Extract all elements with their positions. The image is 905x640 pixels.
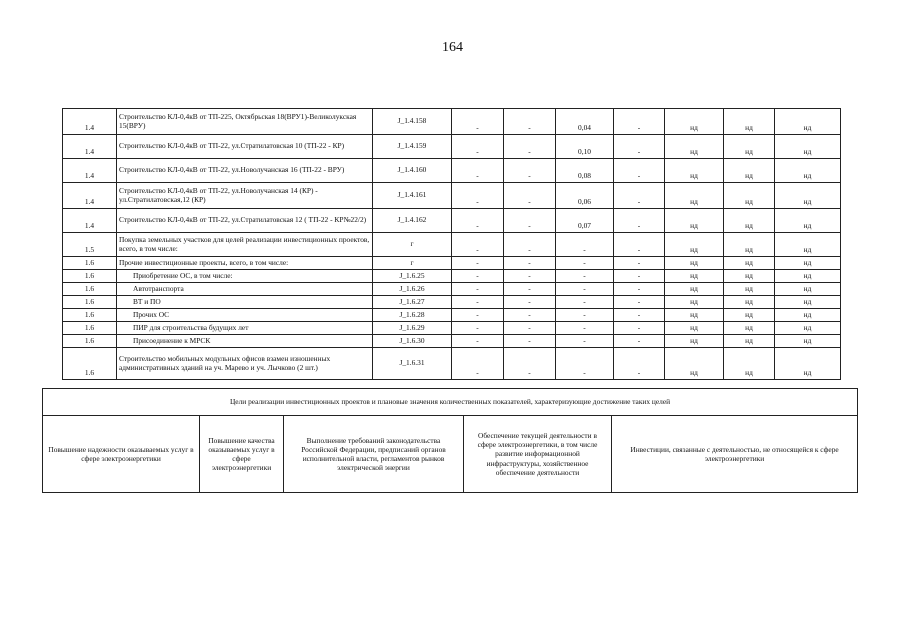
row-code: 1.6: [63, 309, 117, 322]
row-value: -: [504, 233, 556, 257]
row-value: 0,10: [556, 135, 614, 159]
row-value: -: [452, 335, 504, 348]
goal-reliability: Повышение надежности оказываемых услуг в сфере электроэнергетики: [43, 416, 200, 493]
row-value: нд: [775, 209, 841, 233]
row-value: -: [504, 270, 556, 283]
row-value: -: [614, 322, 665, 335]
row-value: -: [556, 322, 614, 335]
table-row: [63, 209, 841, 233]
row-value: -: [614, 335, 665, 348]
row-value: -: [556, 309, 614, 322]
row-value: -: [614, 159, 665, 183]
row-value: нд: [775, 283, 841, 296]
goal-current-activity: Обеспечение текущей деятельности в сфере электроэнергетики, в том числе развитие информационной инфраструктуры, хозяйственное обеспечение деятельности: [464, 416, 612, 493]
goals-header: Цели реализации инвестиционных проектов и плановые значения количественных показателей, характеризующие достижение таких целей: [43, 389, 858, 416]
row-value: нд: [665, 233, 724, 257]
row-value: нд: [724, 209, 775, 233]
row-value: нд: [775, 257, 841, 270]
row-code: 1.4: [63, 109, 117, 135]
row-value: -: [452, 233, 504, 257]
row-value: нд: [665, 296, 724, 309]
investment-table: [62, 108, 841, 380]
row-value: -: [556, 270, 614, 283]
row-value: нд: [665, 257, 724, 270]
row-id: J_1.4.158: [373, 109, 452, 135]
table-row: [63, 335, 841, 348]
row-id: J_1.6.27: [373, 296, 452, 309]
row-code: 1.6: [63, 348, 117, 380]
row-value: -: [556, 296, 614, 309]
row-code: 1.4: [63, 209, 117, 233]
table-row: [63, 283, 841, 296]
row-value: -: [452, 257, 504, 270]
row-value: -: [614, 183, 665, 209]
table-row: [63, 135, 841, 159]
row-code: 1.4: [63, 135, 117, 159]
goals-table: [42, 388, 858, 493]
row-name: Строительство КЛ-0,4кВ от ТП-225, Октябрьская 18(ВРУ1)-Великолукская 15(ВРУ): [117, 109, 373, 135]
row-id: J_1.6.25: [373, 270, 452, 283]
row-value: нд: [665, 183, 724, 209]
row-id: J_1.4.162: [373, 209, 452, 233]
row-name: Строительство КЛ-0,4кВ от ТП-22, ул.Новолучанская 14 (КР) - ул.Стратилатовская,12 (КР): [117, 183, 373, 209]
row-code: 1.4: [63, 159, 117, 183]
row-value: нд: [724, 283, 775, 296]
row-id: J_1.4.159: [373, 135, 452, 159]
row-value: -: [452, 183, 504, 209]
row-name: Автотранспорта: [117, 283, 373, 296]
row-value: нд: [775, 135, 841, 159]
row-id: J_1.6.28: [373, 309, 452, 322]
row-value: -: [504, 257, 556, 270]
row-value: нд: [724, 335, 775, 348]
row-code: 1.5: [63, 233, 117, 257]
row-value: нд: [665, 335, 724, 348]
row-code: 1.4: [63, 183, 117, 209]
row-name: ВТ и ПО: [117, 296, 373, 309]
row-id: J_1.6.29: [373, 322, 452, 335]
row-value: нд: [665, 283, 724, 296]
row-value: -: [614, 209, 665, 233]
row-value: нд: [665, 159, 724, 183]
row-value: -: [614, 257, 665, 270]
row-name: Строительство КЛ-0,4кВ от ТП-22, ул.Стратилатовская 12 ( ТП-22 - КР№22/2): [117, 209, 373, 233]
goal-quality: Повышение качества оказываемых услуг в сфере электроэнергетики: [200, 416, 284, 493]
row-value: -: [452, 209, 504, 233]
row-value: -: [452, 309, 504, 322]
row-value: нд: [665, 309, 724, 322]
row-name: Приобретение ОС, в том числе:: [117, 270, 373, 283]
row-value: -: [614, 233, 665, 257]
row-value: нд: [775, 335, 841, 348]
row-value: -: [614, 283, 665, 296]
row-value: нд: [665, 348, 724, 380]
row-value: нд: [775, 348, 841, 380]
goal-legal-compliance: Выполнение требований законодательства Российской Федерации, предписаний органов исполнительной власти, регламентов рынков электрической энергии: [284, 416, 464, 493]
row-value: нд: [724, 183, 775, 209]
row-code: 1.6: [63, 257, 117, 270]
row-value: -: [556, 257, 614, 270]
row-value: -: [452, 109, 504, 135]
row-value: нд: [775, 109, 841, 135]
row-value: нд: [775, 309, 841, 322]
row-value: нд: [724, 348, 775, 380]
table-row: [63, 257, 841, 270]
row-value: -: [452, 283, 504, 296]
row-value: -: [556, 348, 614, 380]
row-value: -: [504, 209, 556, 233]
row-value: нд: [665, 209, 724, 233]
row-value: 0,07: [556, 209, 614, 233]
row-value: -: [452, 135, 504, 159]
row-value: -: [614, 309, 665, 322]
row-value: 0,08: [556, 159, 614, 183]
row-name: Строительство мобильных модульных офисов взамен изношенных административных зданий на уч. Марево и уч. Лычково (2 шт.): [117, 348, 373, 380]
row-value: нд: [775, 322, 841, 335]
row-value: -: [452, 348, 504, 380]
row-value: нд: [724, 296, 775, 309]
row-code: 1.6: [63, 296, 117, 309]
row-value: -: [504, 335, 556, 348]
row-code: 1.6: [63, 335, 117, 348]
row-value: нд: [724, 159, 775, 183]
row-name: Прочие инвестиционные проекты, всего, в том числе:: [117, 257, 373, 270]
row-value: -: [452, 296, 504, 309]
row-value: -: [504, 159, 556, 183]
row-value: -: [504, 183, 556, 209]
row-value: -: [504, 283, 556, 296]
row-value: нд: [775, 233, 841, 257]
row-value: -: [556, 335, 614, 348]
row-value: нд: [775, 296, 841, 309]
row-id: J_1.6.31: [373, 348, 452, 380]
page-number: 164: [442, 40, 463, 55]
row-value: нд: [724, 309, 775, 322]
row-name: Строительство КЛ-0,4кВ от ТП-22, ул.Новолучанская 16 (ТП-22 - ВРУ): [117, 159, 373, 183]
row-value: -: [614, 348, 665, 380]
row-value: -: [452, 322, 504, 335]
row-code: 1.6: [63, 322, 117, 335]
row-value: нд: [724, 270, 775, 283]
goal-non-energy-investment: Инвестиции, связанные с деятельностью, не относящейся к сфере электроэнергетики: [612, 416, 858, 493]
row-value: нд: [724, 135, 775, 159]
row-value: нд: [665, 322, 724, 335]
row-value: -: [556, 233, 614, 257]
row-value: -: [504, 348, 556, 380]
table-row: [63, 159, 841, 183]
row-value: -: [452, 270, 504, 283]
row-value: нд: [665, 270, 724, 283]
table-row: [63, 348, 841, 380]
row-value: -: [614, 296, 665, 309]
row-id: г: [373, 233, 452, 257]
table-row: [63, 296, 841, 309]
row-code: 1.6: [63, 270, 117, 283]
row-code: 1.6: [63, 283, 117, 296]
row-name: Прочих ОС: [117, 309, 373, 322]
row-value: 0,06: [556, 183, 614, 209]
row-value: -: [452, 159, 504, 183]
row-value: -: [614, 109, 665, 135]
table-row: [63, 233, 841, 257]
table-row: [63, 109, 841, 135]
row-name: ПИР для строительства будущих лет: [117, 322, 373, 335]
row-value: -: [614, 270, 665, 283]
row-id: J_1.6.26: [373, 283, 452, 296]
table-row: [63, 322, 841, 335]
table-row: [63, 183, 841, 209]
row-value: нд: [665, 109, 724, 135]
row-value: -: [504, 309, 556, 322]
row-value: нд: [775, 159, 841, 183]
row-value: -: [504, 109, 556, 135]
row-value: нд: [665, 135, 724, 159]
row-value: -: [614, 135, 665, 159]
row-name: Покупка земельных участков для целей реализации инвестиционных проектов, всего, в том числе:: [117, 233, 373, 257]
row-id: J_1.4.160: [373, 159, 452, 183]
row-value: нд: [775, 270, 841, 283]
row-value: -: [504, 296, 556, 309]
row-name: Строительство КЛ-0,4кВ от ТП-22, ул.Стратилатовская 10 (ТП-22 - КР): [117, 135, 373, 159]
table-row: [63, 270, 841, 283]
row-value: нд: [724, 257, 775, 270]
row-name: Присоединение к МРСК: [117, 335, 373, 348]
row-value: -: [504, 322, 556, 335]
row-id: J_1.6.30: [373, 335, 452, 348]
row-id: J_1.4.161: [373, 183, 452, 209]
row-value: -: [504, 135, 556, 159]
row-value: -: [556, 283, 614, 296]
row-value: 0,04: [556, 109, 614, 135]
row-id: г: [373, 257, 452, 270]
row-value: нд: [724, 233, 775, 257]
table-row: [63, 309, 841, 322]
row-value: нд: [775, 183, 841, 209]
row-value: нд: [724, 109, 775, 135]
row-value: нд: [724, 322, 775, 335]
